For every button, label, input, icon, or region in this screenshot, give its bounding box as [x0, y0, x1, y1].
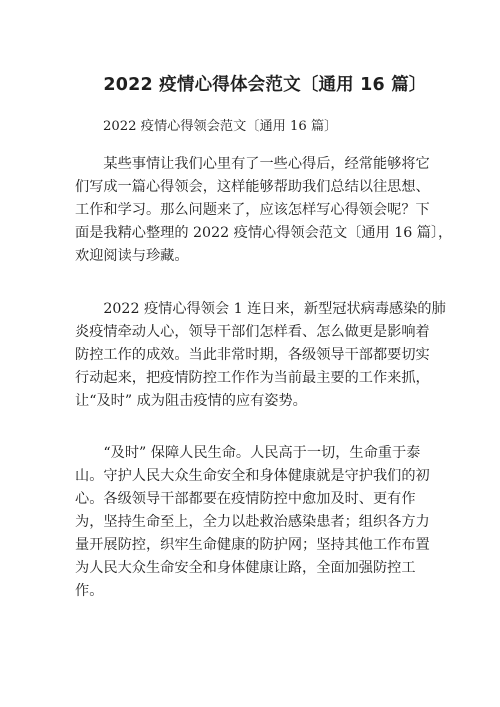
paragraph-line: 炎疫情牵动人心，领导干部们怎样看、怎么做更是影响着: [75, 324, 430, 340]
paragraph-line: 2022 疫情心得领会 1 连日来，新型冠状病毒感染的肺: [75, 301, 446, 317]
paragraph-line: 让“及时” 成为阻击疫情的应有姿势。: [75, 393, 307, 409]
paragraph-line: 量开展防控，织牢生命健康的防护网；坚持其他工作布置: [75, 537, 430, 553]
paragraph-line: 面是我精心整理的 2022 疫情心得领会范文〔通用 16 篇〕，: [75, 225, 453, 241]
paragraph-line: 防控工作的成效。当此非常时期，各级领导干部都要切实: [75, 347, 430, 363]
paragraph-line: 为，坚持生命至上，全力以赴救治感染患者；组织各方力: [75, 514, 430, 530]
paragraph-line: 作。: [75, 583, 104, 599]
document-subtitle: 2022 疫情心得领会范文〔通用 16 篇〕: [103, 119, 338, 134]
paragraph-line: 山。守护人民大众生命安全和身体健康就是守护我们的初: [75, 468, 430, 484]
paragraph-line: 心。各级领导干部都要在疫情防控中愈加及时、更有作: [75, 491, 416, 507]
paragraph-line: 们写成一篇心得领会，这样能够帮助我们总结以往思想、: [75, 179, 430, 195]
paragraph-line: 某些事情让我们心里有了一些心得后，经常能够将它: [75, 156, 430, 172]
paragraph-line: 欢迎阅读与珍藏。: [75, 248, 189, 264]
paragraph-line: 为人民大众生命安全和身体健康让路，全面加强防控工: [75, 560, 416, 576]
paragraph-timely-protection: [75, 442, 435, 603]
paragraph-intro: [75, 153, 453, 268]
document-title: 2022 疫情心得体会范文〔通用 16 篇〕: [103, 75, 427, 95]
paragraph-line: 工作和学习。那么问题来了，应该怎样写心得领会呢？下: [75, 202, 430, 218]
paragraph-essay-1: [75, 298, 446, 413]
paragraph-line: “及时” 保障人民生命。人民高于一切，生命重于泰: [75, 445, 421, 461]
paragraph-line: 行动起来，把疫情防控工作作为当前最主要的工作来抓，: [75, 370, 430, 386]
